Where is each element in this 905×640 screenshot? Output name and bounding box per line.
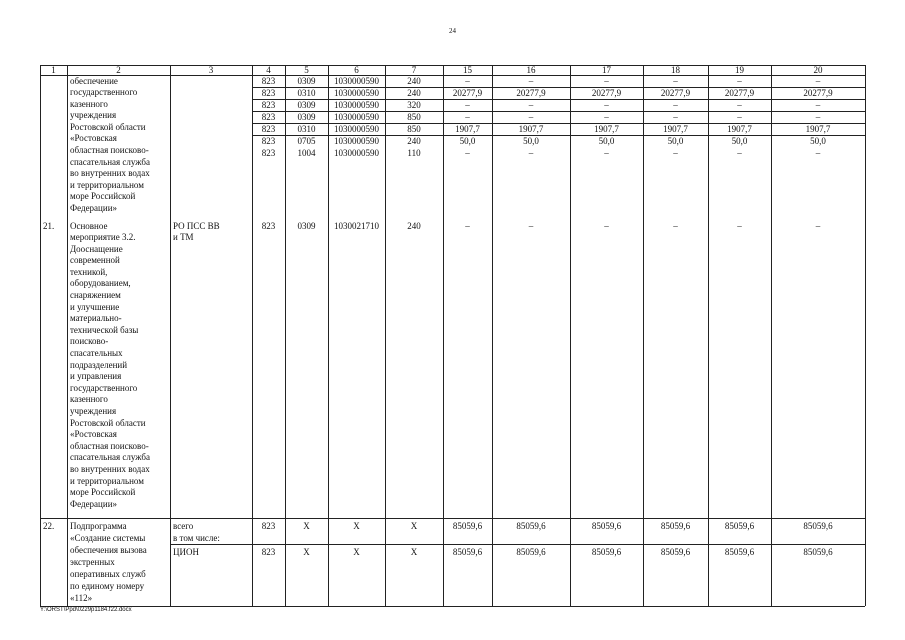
- text-line: материально-: [70, 313, 122, 324]
- table-cell: 1030000590: [334, 123, 379, 134]
- table-cell: 85059,6: [803, 521, 833, 531]
- column-divider: [170, 65, 171, 606]
- row-divider: [170, 544, 865, 545]
- table-cell: 823: [261, 547, 276, 557]
- table-cell: 50,0: [523, 135, 539, 146]
- table-cell: –: [673, 221, 678, 231]
- file-path-footer: Y:\ORST\Ppd\0229p1184.f22.docx: [40, 607, 132, 613]
- table-cell: Х: [410, 521, 418, 531]
- table-cell: 1907,7: [663, 123, 688, 134]
- budget-table: [40, 65, 865, 606]
- table-cell: 1907,7: [594, 123, 619, 134]
- text-line: областная поисково-: [70, 145, 149, 156]
- column-divider: [67, 65, 68, 606]
- table-cell: 50,0: [459, 135, 476, 146]
- table-cell: 1030000590: [334, 111, 379, 122]
- table-cell: 85059,6: [516, 521, 546, 531]
- table-cell: –: [737, 99, 742, 110]
- table-cell: 850: [407, 123, 421, 134]
- table-cell: 823: [261, 521, 276, 531]
- text-line: обеспечения вызова: [70, 544, 147, 555]
- table-cell: 823: [261, 99, 276, 110]
- text-line: Подпрограмма: [70, 520, 127, 531]
- text-line: учреждения: [70, 110, 117, 121]
- table-cell: 240: [407, 87, 421, 98]
- table-cell: –: [465, 111, 470, 122]
- table-cell: 50,0: [731, 135, 748, 146]
- text-line: оборудованием,: [70, 278, 131, 289]
- column-divider: [865, 65, 866, 606]
- table-cell: 1030000590: [334, 135, 379, 146]
- table-cell: 823: [261, 123, 276, 134]
- text-line: по единому номеру: [70, 580, 145, 591]
- text-line: и территориальном: [70, 475, 144, 486]
- table-cell: 85059,6: [724, 521, 755, 531]
- table-cell: 320: [407, 99, 421, 110]
- table-cell: –: [465, 99, 470, 110]
- header-cell: 1: [51, 65, 56, 75]
- executor-cell: [173, 520, 253, 544]
- text-line: и улучшение: [70, 301, 120, 312]
- table-cell: 1030000590: [334, 87, 379, 98]
- header-cell: 2: [116, 65, 121, 75]
- table-cell: 1907,7: [455, 123, 480, 134]
- table-cell: 20277,9: [724, 87, 755, 98]
- header-cell: 3: [208, 65, 214, 75]
- table-cell: Х: [303, 547, 310, 557]
- table-cell: 1030000590: [334, 75, 379, 86]
- table-cell: 823: [261, 221, 276, 231]
- table-cell: –: [604, 147, 609, 158]
- row-divider: [252, 87, 865, 88]
- text-line: во внутренних водах: [70, 168, 150, 179]
- text-line: Основное: [70, 220, 108, 231]
- header-cell: 19: [735, 65, 744, 75]
- text-line: и территориальном: [70, 179, 144, 190]
- table-cell: 1004: [297, 147, 316, 158]
- executor-cell: [173, 546, 253, 558]
- text-line: спасательная служба: [70, 156, 150, 167]
- table-cell: –: [815, 147, 821, 158]
- table-cell: 0310: [297, 123, 316, 134]
- text-line: обеспечение: [70, 75, 118, 86]
- table-cell: 50,0: [667, 135, 684, 146]
- text-line: современной: [70, 255, 120, 266]
- table-cell: –: [673, 147, 678, 158]
- text-line: ЦИОН: [173, 547, 199, 557]
- table-cell: 0705: [297, 135, 316, 146]
- header-cell: 6: [354, 65, 359, 75]
- text-line: спасательная служба: [70, 452, 150, 463]
- text-line: Федерации»: [70, 203, 118, 214]
- text-line: казенного: [70, 98, 108, 109]
- text-line: и ТМ: [173, 232, 194, 243]
- table-cell: –: [604, 75, 609, 86]
- text-line: поисково-: [70, 336, 109, 347]
- header-cell: 4: [266, 65, 271, 75]
- table-cell: 50,0: [598, 135, 615, 146]
- text-line: «112»: [70, 592, 93, 603]
- table-cell: –: [528, 75, 534, 86]
- table-cell: –: [604, 111, 609, 122]
- table-cell: 823: [261, 87, 276, 98]
- table-cell: 240: [407, 75, 421, 86]
- table-cell: 85059,6: [803, 547, 833, 557]
- table-cell: –: [673, 75, 678, 86]
- table-cell: 1030021710: [334, 221, 379, 231]
- table-cell: –: [737, 75, 742, 86]
- text-line: и управления: [70, 371, 122, 382]
- table-cell: –: [815, 111, 821, 122]
- table-cell: –: [815, 221, 821, 231]
- table-cell: 110: [407, 147, 421, 158]
- table-cell: –: [673, 99, 678, 110]
- text-line: Ростовской области: [70, 417, 146, 428]
- header-cell: 7: [411, 65, 417, 75]
- table-cell: Х: [353, 521, 360, 531]
- row-description: [70, 520, 170, 604]
- table-cell: –: [465, 221, 470, 231]
- row-divider: [252, 111, 865, 112]
- table-cell: 50,0: [810, 135, 826, 146]
- table-cell: 0310: [297, 87, 316, 98]
- table-cell: 850: [407, 111, 421, 122]
- text-line: экстренных: [70, 556, 115, 567]
- table-cell: 0309: [297, 75, 316, 86]
- row-number: 21.: [43, 221, 55, 231]
- text-line: техникой,: [70, 266, 108, 277]
- text-line: мероприятие 3.2.: [70, 232, 136, 243]
- text-line: Дооснащение: [70, 243, 123, 254]
- row-divider: [252, 135, 865, 136]
- text-line: море Российской: [70, 191, 136, 202]
- text-line: областная поисково-: [70, 440, 149, 451]
- table-cell: –: [737, 111, 742, 122]
- table-cell: –: [604, 99, 609, 110]
- header-cell: 20: [813, 65, 823, 75]
- table-cell: –: [737, 221, 742, 231]
- table-cell: 1907,7: [518, 123, 544, 134]
- table-cell: –: [528, 111, 534, 122]
- table-cell: 1907,7: [727, 123, 752, 134]
- text-line: РО ПСС ВВ: [173, 220, 220, 231]
- table-cell: 85059,6: [660, 521, 691, 531]
- text-line: во внутренних водах: [70, 463, 150, 474]
- table-cell: 0309: [297, 221, 316, 231]
- table-cell: 85059,6: [724, 547, 755, 557]
- text-line: всего: [173, 520, 194, 531]
- table-cell: 85059,6: [660, 547, 691, 557]
- table-cell: 1030000590: [334, 147, 379, 158]
- text-line: «Создание системы: [70, 532, 146, 543]
- header-cell: 16: [526, 65, 536, 75]
- column-divider: [40, 65, 41, 606]
- table-cell: 85059,6: [452, 547, 483, 557]
- table-cell: –: [528, 99, 534, 110]
- table-cell: 20277,9: [452, 87, 483, 98]
- text-line: спасательных: [70, 348, 123, 359]
- text-line: Федерации»: [70, 498, 118, 509]
- row-description: [70, 221, 170, 511]
- executor-cell: [173, 221, 253, 244]
- table-cell: 20277,9: [660, 87, 691, 98]
- table-cell: –: [528, 147, 534, 158]
- header-cell: 17: [602, 65, 611, 75]
- table-cell: –: [465, 75, 470, 86]
- table-cell: 85059,6: [591, 547, 622, 557]
- table-cell: –: [737, 147, 742, 158]
- header-cell: 5: [304, 65, 309, 75]
- text-line: технической базы: [70, 324, 139, 335]
- table-cell: 823: [261, 135, 276, 146]
- table-cell: –: [673, 111, 678, 122]
- header-cell: 18: [671, 65, 680, 75]
- row-divider: [252, 123, 865, 124]
- table-cell: 20277,9: [516, 87, 546, 98]
- text-line: Ростовской области: [70, 121, 146, 132]
- table-cell: –: [815, 75, 821, 86]
- table-cell: 823: [261, 111, 276, 122]
- table-cell: –: [604, 221, 609, 231]
- text-line: в том числе:: [173, 532, 220, 543]
- table-cell: 85059,6: [591, 521, 622, 531]
- text-line: «Ростовская: [70, 429, 117, 440]
- table-cell: 823: [261, 147, 276, 158]
- table-cell: –: [465, 147, 470, 158]
- table-cell: 1030000590: [334, 99, 379, 110]
- table-cell: 85059,6: [516, 547, 546, 557]
- table-cell: Х: [353, 547, 360, 557]
- table-cell: –: [528, 221, 534, 231]
- table-cell: 240: [407, 221, 421, 231]
- table-cell: 240: [407, 135, 421, 146]
- page-number: 24: [449, 27, 456, 35]
- header-cell: 15: [463, 65, 472, 75]
- text-line: «Ростовская: [70, 133, 117, 144]
- text-line: оперативных служб: [70, 568, 146, 579]
- row-divider: [252, 99, 865, 100]
- row-number: 22.: [43, 521, 55, 531]
- table-cell: 20277,9: [803, 87, 833, 98]
- table-cell: 0309: [297, 111, 316, 122]
- table-cell: 823: [261, 75, 276, 86]
- table-cell: 0309: [297, 99, 316, 110]
- table-cell: 20277,9: [591, 87, 622, 98]
- row-description: [70, 76, 170, 215]
- table-cell: 1907,7: [805, 123, 831, 134]
- text-line: казенного: [70, 394, 108, 405]
- text-line: учреждения: [70, 406, 117, 416]
- text-line: снаряжением: [70, 290, 121, 301]
- table-cell: Х: [410, 547, 418, 557]
- text-line: государственного: [70, 87, 138, 98]
- table-cell: Х: [303, 521, 310, 531]
- table-bottom-border: [40, 606, 865, 607]
- text-line: подразделений: [70, 359, 128, 370]
- text-line: море Российской: [70, 487, 136, 498]
- text-line: государственного: [70, 382, 138, 393]
- table-cell: –: [815, 99, 821, 110]
- table-cell: 85059,6: [452, 521, 483, 531]
